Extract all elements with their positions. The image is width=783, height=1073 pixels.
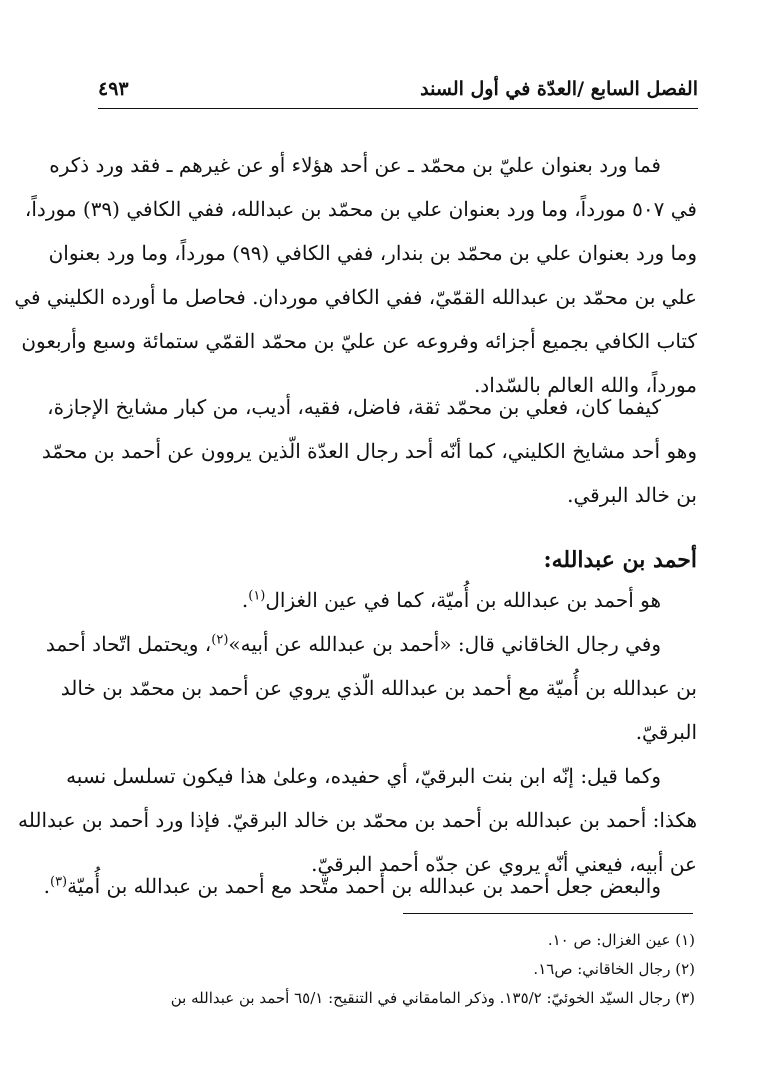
paragraph-ali-bin-muhammad-status [41,385,697,517]
line-text: ، ويحتمل اتّحاد أحمد [45,632,212,656]
paragraph-identity [43,864,697,908]
footnote-3: (٣) رجال السيّد الخوئيّ: ١٣٥/٢. وذكر المامقاني في التنقيح: ٦٥/١ أحمد بن عبدالله بن [170,989,695,1007]
text-line: وما ورد بعنوان علي بن محمّد بن بندار، ففي الكافي (٩٩) مورداً، وما ورد بعنوان [48,241,697,265]
running-header [98,78,698,106]
section-heading: أحمد بن عبدالله: [543,547,697,573]
text-line: بن عبدالله بن أُميّة مع أحمد بن عبدالله الّذي يروي عن أحمد بن محمّد بن خالد [60,676,697,700]
footnote-ref[interactable]: (٣) [49,874,68,890]
footnote-1: (١) عين الغزال: ص ١٠. [547,931,695,949]
header-divider [98,108,698,109]
footnote-ref[interactable]: (٢) [211,632,229,648]
section-heading-block [93,540,697,580]
footnote-2: (٢) رجال الخاقاني: ص١٦. [533,960,695,978]
text-line [45,622,697,666]
line-text: هو أحمد بن عبدالله بن أُميّة، كما في عين الغزال [265,588,661,612]
footnote-divider [403,913,693,914]
paragraph-ahmad-intro [93,578,697,622]
text-line: عن أبيه، فيعني أنّه يروي عن جدّه أحمد البرقيّ. [311,852,697,876]
text-line: في ٥٠٧ مورداً، وما ورد بعنوان علي بن محمّد بن عبدالله، ففي الكافي (٣٩) مورداً، [24,197,697,221]
chapter-title: الفصل السابع /العدّة في أول السند [420,78,698,100]
paragraph-khaqani [45,622,697,754]
text-line [93,578,697,622]
text-line: وكما قيل: إنّه ابن بنت البرقيّ، أي حفيده، وعلىٰ هذا فيكون تسلسل نسبه [66,764,661,788]
text-line: كتاب الكافي بجميع أجزائه وفروعه عن عليّ بن محمّد القمّي ستمائة وسبع وأربعون [21,329,697,353]
text-line: هكذا: أحمد بن عبدالله بن أحمد بن محمّد بن خالد البرقيّ. فإذا ورد أحمد بن عبدالله [18,808,697,832]
text-line: فما ورد بعنوان عليّ بن محمّد ـ عن أحد هؤلاء أو عن غيرهم ـ فقد ورد ذكره [49,153,661,177]
text-line: البرقيّ. [635,720,697,744]
footnote-ref[interactable]: (١) [248,588,266,604]
text-line [43,864,697,908]
page-number: ٤٩٣ [98,78,129,100]
text-line: علي بن محمّد بن عبدالله القمّيّ، ففي الكافي موردان. فحاصل ما أورده الكليني في [14,285,697,309]
line-text: وفي رجال الخاقاني قال: «أحمد بن عبدالله عن أبيه» [228,632,661,656]
text-line: مورداً، والله العالم بالسّداد. [473,373,697,397]
line-tail: . [241,588,249,612]
line-text: والبعض جعل أحمد بن عبدالله بن أحمد متّحد مع أحمد بن عبدالله بن أُميّة [67,874,661,898]
text-line: كيفما كان، فعلي بن محمّد ثقة، فاضل، فقيه، أديب، من كبار مشايخ الإجازة، [47,395,661,419]
line-tail: . [43,874,50,898]
text-line: وهو أحد مشايخ الكليني، كما أنّه أحد رجال العدّة الّذين يروون عن أحمد بن محمّد [41,439,697,463]
text-line: بن خالد البرقي. [567,483,697,507]
